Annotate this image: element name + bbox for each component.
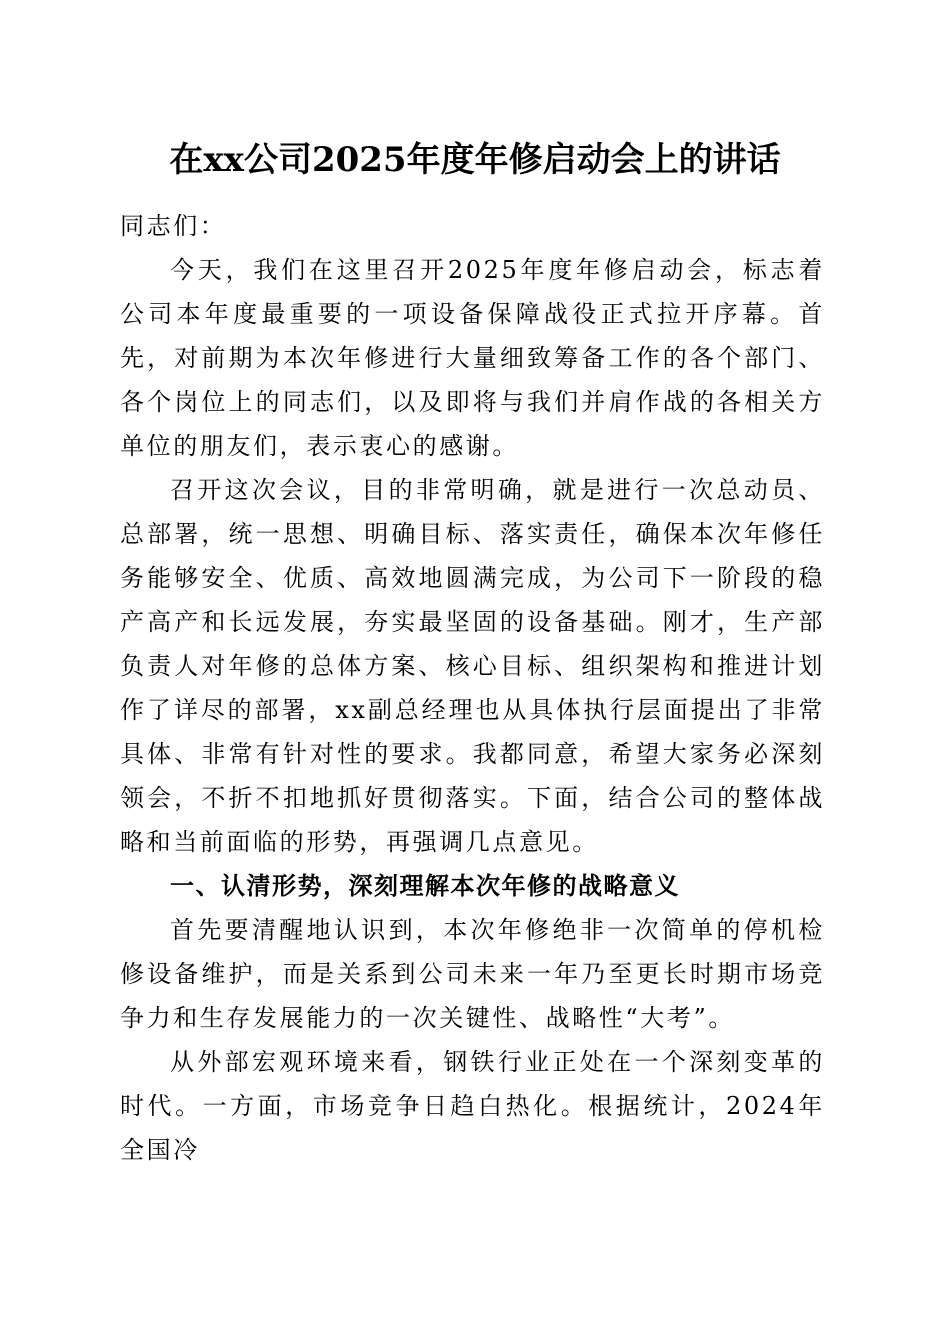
salutation: 同志们： bbox=[120, 212, 227, 240]
paragraph-external-environment: 从外部宏观环境来看，钢铁行业正处在一个深刻变革的时代。一方面，市场竞争日趋白热化。根据统计，2024年全国冷 bbox=[120, 1048, 825, 1164]
paragraph-opening: 今天，我们在这里召开2025年度年修启动会，标志着公司本年度最重要的一项设备保障战役正式拉开序幕。首先，对前期为本次年修进行大量细致筹备工作的各个部门、各个岗位上的同志们，以及即将与我们并肩作战的各相关方单位的朋友们，表示衷心的感谢。 bbox=[120, 256, 825, 460]
section-heading-1: 一、认清形势，深刻理解本次年修的战略意义 bbox=[170, 872, 680, 900]
document-body bbox=[120, 204, 825, 1172]
paragraph-purpose: 召开这次会议，目的非常明确，就是进行一次总动员、总部署，统一思想、明确目标、落实责任，确保本次年修任务能够安全、优质、高效地圆满完成，为公司下一阶段的稳产高产和长远发展，夯实最坚固的设备基础。刚才，生产部负责人对年修的总体方案、核心目标、组织架构和推进计划作了详尽的部署，xx副总经理也从具体执行层面提出了非常具体、非常有针对性的要求。我都同意，希望大家务必深刻领会，不折不扣地抓好贯彻落实。下面，结合公司的整体战略和当前面临的形势，再强调几点意见。 bbox=[120, 476, 825, 856]
paragraph-strategic-significance: 首先要清醒地认识到，本次年修绝非一次简单的停机检修设备维护，而是关系到公司未来一年乃至更长时期市场竞争力和生存发展能力的一次关键性、战略性“大考”。 bbox=[120, 916, 825, 1032]
document-title: 在xx公司2025年度年修启动会上的讲话 bbox=[169, 140, 781, 180]
